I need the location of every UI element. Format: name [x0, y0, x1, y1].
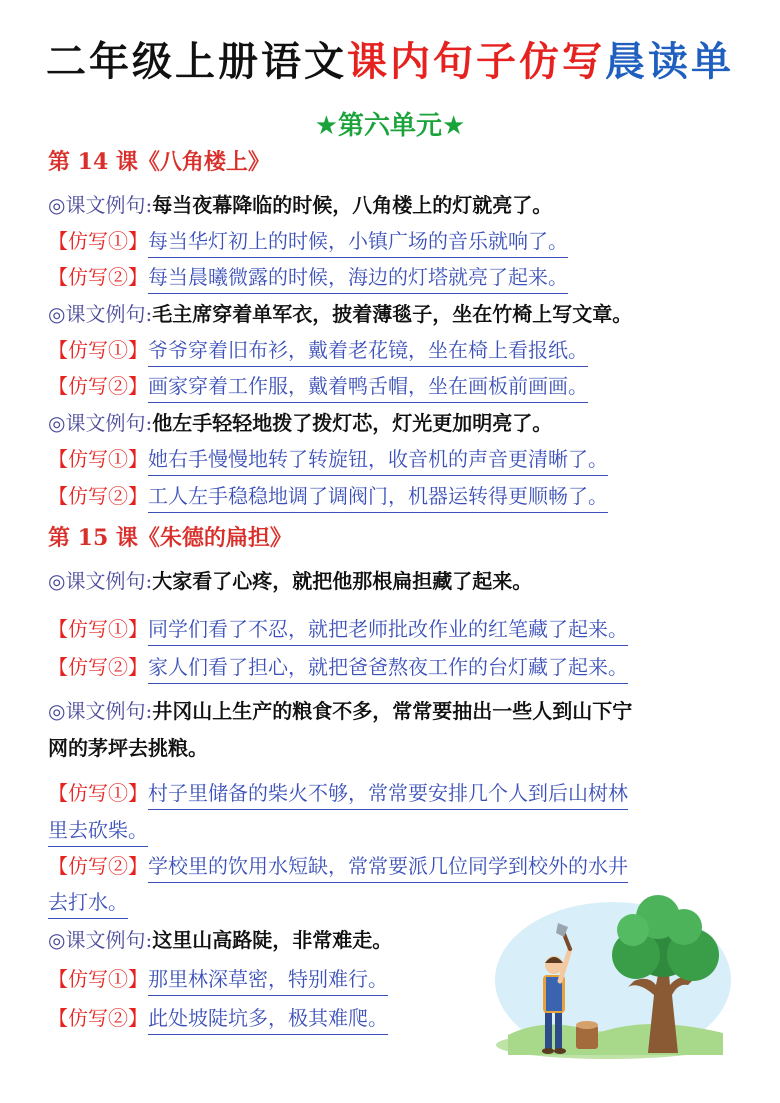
example-sentence-continued	[48, 733, 208, 763]
unit-heading: ★第六单元★	[314, 111, 466, 141]
example-text: 毛主席穿着单军衣，披着薄毯子，坐在竹椅上写文章。	[152, 302, 633, 326]
title-part-topic: 课内句子仿写	[347, 39, 605, 85]
imitation-label: 【仿写①】	[48, 229, 148, 253]
lesson-14-heading: 第 14 课《八角楼上》	[48, 149, 270, 175]
title-part-grade: 二年级上册语文	[46, 39, 347, 85]
example-text: 大家看了心疼，就把他那根扁担藏了起来。	[152, 569, 533, 593]
example-label: ◎课文例句:	[48, 411, 153, 435]
imitation-label: 【仿写②】	[48, 1006, 148, 1030]
title-part-sheet: 晨读单	[605, 39, 734, 85]
imitation-label: 【仿写②】	[48, 265, 148, 289]
imitation-text: 每当晨曦微露的时候，海边的灯塔就亮了起来。	[148, 262, 568, 294]
imitation-label: 【仿写①】	[48, 447, 148, 471]
example-sentence	[48, 299, 632, 329]
imitation-1	[48, 778, 628, 810]
imitation-1-continued	[48, 815, 148, 847]
imitation-label: 【仿写②】	[48, 854, 148, 878]
imitation-text: 她右手慢慢地转了转旋钮，收音机的声音更清晰了。	[148, 444, 608, 476]
imitation-label: 【仿写②】	[48, 655, 148, 679]
imitation-text: 家人们看了担心，就把爸爸熬夜工作的台灯藏了起来。	[148, 652, 628, 684]
page-title	[0, 34, 780, 90]
imitation-1	[48, 614, 628, 646]
example-label: ◎课文例句:	[48, 193, 153, 217]
imitation-text: 同学们看了不忍，就把老师批改作业的红笔藏了起来。	[148, 614, 628, 646]
imitation-text: 那里林深草密，特别难行。	[148, 964, 388, 996]
example-label: ◎课文例句:	[48, 569, 153, 593]
imitation-text: 爷爷穿着旧布衫，戴着老花镜，坐在椅上看报纸。	[148, 335, 588, 367]
imitation-text: 村子里储备的柴火不够，常常要安排几个人到后山树林	[148, 778, 628, 810]
example-sentence	[48, 566, 532, 596]
imitation-1	[48, 335, 588, 367]
imitation-text: 里去砍柴。	[48, 815, 148, 847]
example-sentence	[48, 408, 552, 438]
imitation-2	[48, 262, 568, 294]
imitation-1	[48, 226, 568, 258]
imitation-2	[48, 1003, 388, 1035]
imitation-2	[48, 652, 628, 684]
imitation-2	[48, 371, 588, 403]
imitation-2	[48, 851, 628, 883]
imitation-label: 【仿写①】	[48, 967, 148, 991]
example-text: 他左手轻轻地拨了拨灯芯，灯光更加明亮了。	[152, 411, 553, 435]
imitation-1	[48, 964, 388, 996]
imitation-label: 【仿写①】	[48, 338, 148, 362]
example-text: 每当夜幕降临的时候，八角楼上的灯就亮了。	[152, 193, 553, 217]
example-text: 这里山高路陡，非常难走。	[152, 928, 393, 952]
example-text: 井冈山上生产的粮食不多，常常要抽出一些人到山下宁	[152, 699, 633, 723]
imitation-label: 【仿写②】	[48, 484, 148, 508]
imitation-2	[48, 481, 608, 513]
imitation-label: 【仿写①】	[48, 617, 148, 641]
example-sentence	[48, 190, 552, 220]
imitation-text: 去打水。	[48, 887, 128, 919]
imitation-1	[48, 444, 608, 476]
imitation-text: 每当华灯初上的时候，小镇广场的音乐就响了。	[148, 226, 568, 258]
imitation-2-continued	[48, 887, 128, 919]
example-label: ◎课文例句:	[48, 699, 153, 723]
imitation-label: 【仿写①】	[48, 781, 148, 805]
example-sentence	[48, 925, 392, 955]
imitation-text: 此处坡陡坑多，极其难爬。	[148, 1003, 388, 1035]
imitation-text: 工人左手稳稳地调了调阀门，机器运转得更顺畅了。	[148, 481, 608, 513]
example-label: ◎课文例句:	[48, 928, 153, 952]
example-sentence	[48, 696, 632, 726]
example-text: 网的茅坪去挑粮。	[48, 736, 208, 760]
example-label: ◎课文例句:	[48, 302, 153, 326]
imitation-label: 【仿写②】	[48, 374, 148, 398]
man-chopping-tree-illustration	[488, 885, 733, 1060]
lesson-15-heading: 第 15 课《朱德的扁担》	[48, 525, 292, 551]
imitation-text: 学校里的饮用水短缺，常常要派几位同学到校外的水井	[148, 851, 628, 883]
imitation-text: 画家穿着工作服，戴着鸭舌帽，坐在画板前画画。	[148, 371, 588, 403]
